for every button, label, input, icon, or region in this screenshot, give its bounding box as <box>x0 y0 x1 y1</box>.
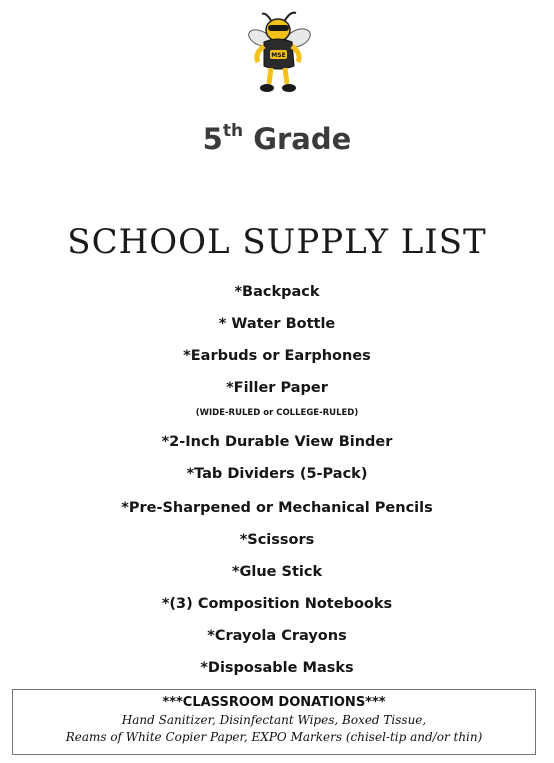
list-item: *Earbuds or Earphones <box>183 348 371 364</box>
list-item: *Disposable Masks <box>200 660 354 676</box>
list-item: *Tab Dividers (5-Pack) <box>186 466 368 482</box>
grade-number: 5 <box>202 122 223 156</box>
grade-heading <box>0 122 554 156</box>
list-item: *2-Inch Durable View Binder <box>161 434 393 450</box>
list-item: *Pre-Sharpened or Mechanical Pencils <box>121 500 433 516</box>
donations-line-2: Reams of White Copier Paper, EXPO Markers (chisel-tip and/or thin) <box>65 730 483 744</box>
grade-suffix: th <box>222 121 244 142</box>
classroom-donations-box <box>12 689 536 755</box>
svg-text:MSE: MSE <box>271 52 286 59</box>
list-item: *Glue Stick <box>231 564 323 580</box>
list-item: *Scissors <box>239 532 315 548</box>
list-title: SCHOOL SUPPLY LIST <box>67 222 487 262</box>
yellow-jacket-mascot-icon <box>244 8 314 94</box>
donations-line-1: Hand Sanitizer, Disinfectant Wipes, Boxed Tissue, <box>121 713 427 727</box>
list-item-note: (WIDE-RULED or COLLEGE-RULED) <box>195 408 359 418</box>
list-item: *(3) Composition Notebooks <box>161 596 393 612</box>
donations-title: ***CLASSROOM DONATIONS*** <box>162 695 386 710</box>
list-item: *Backpack <box>234 284 320 300</box>
list-item: *Filler Paper <box>226 380 328 396</box>
list-item: * Water Bottle <box>218 316 336 332</box>
grade-word: Grade <box>253 122 352 156</box>
list-item: *Crayola Crayons <box>207 628 347 644</box>
